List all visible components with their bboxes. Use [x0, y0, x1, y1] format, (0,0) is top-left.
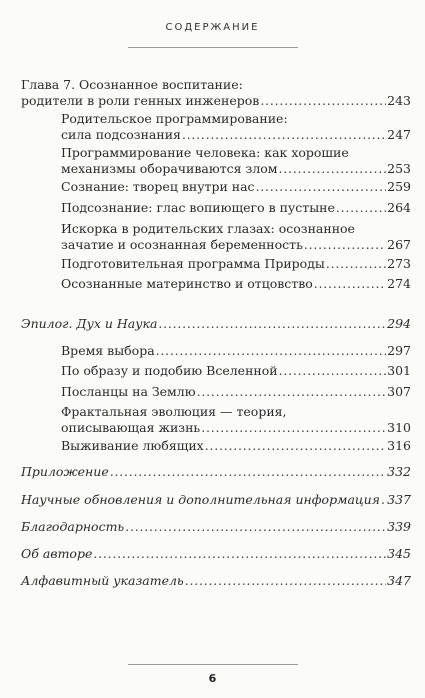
- toc-entry-title: Подготовительная программа Природы: [61, 256, 325, 271]
- toc-entry-title: Время выбора: [61, 343, 155, 358]
- toc-entry-title-line2: сила подсознания: [61, 127, 181, 142]
- dot-leader: [279, 161, 387, 177]
- dot-leader: [201, 420, 386, 436]
- toc-entry-title: Сознание: творец внутри нас: [61, 179, 255, 194]
- toc-entry-section[interactable]: [61, 145, 411, 177]
- toc-entry-science-updates[interactable]: [21, 492, 411, 508]
- dot-leader: [110, 464, 386, 480]
- toc-entry-title-line1: Программирование человека: как хорошие: [61, 145, 349, 160]
- toc-entry-about-author[interactable]: [21, 546, 411, 562]
- toc-entry-page: 301: [387, 363, 411, 378]
- toc-entry-section[interactable]: [61, 179, 411, 195]
- dot-leader: [260, 93, 386, 109]
- toc-entry-title-line1: Искорка в родительских глазах: осознанное: [61, 221, 355, 236]
- toc-entry-section[interactable]: [61, 343, 411, 359]
- toc-entry-title: Алфавитный указатель: [21, 573, 184, 588]
- toc-entry-section[interactable]: [61, 404, 411, 436]
- toc-entry-section[interactable]: [61, 256, 411, 272]
- toc-entry-page: 310: [387, 420, 411, 435]
- toc-entry-title-line1: Фрактальная эволюция — теория,: [61, 404, 287, 419]
- toc-entry-chapter-7[interactable]: [21, 77, 411, 109]
- dot-leader: [304, 237, 386, 253]
- toc-entry-title: Эпилог. Дух и Наука: [21, 316, 158, 331]
- dot-leader: [158, 316, 386, 332]
- toc-entry-page: 273: [387, 256, 411, 271]
- toc-entry-page: 339: [387, 519, 411, 534]
- dot-leader: [125, 519, 386, 535]
- dot-leader: [326, 256, 386, 272]
- toc-entry-title: Приложение: [21, 464, 109, 479]
- toc-entry-title: Об авторе: [21, 546, 93, 561]
- dot-leader: [93, 546, 386, 562]
- dot-leader: [279, 363, 387, 379]
- toc-entry-page: 274: [387, 276, 411, 291]
- toc-entry-section[interactable]: [61, 200, 411, 216]
- toc-entry-title: Благодарность: [21, 519, 125, 534]
- toc-entry-title-line1: Родительское программирование:: [61, 111, 288, 126]
- toc-entry-title-line2: механизмы оборачиваются злом: [61, 161, 278, 176]
- toc-entry-page: 316: [387, 438, 411, 453]
- dot-leader: [185, 573, 386, 589]
- toc-entry-page: 264: [387, 200, 411, 215]
- dot-leader: [314, 276, 386, 292]
- toc-entry-section[interactable]: [61, 111, 411, 143]
- toc-entry-section[interactable]: [61, 276, 411, 292]
- toc-entry-page: 253: [387, 161, 411, 176]
- toc-entry-page: 243: [387, 93, 411, 108]
- toc-entry-page: 294: [387, 316, 411, 331]
- toc-entry-index[interactable]: [21, 573, 411, 589]
- toc-entry-page: 347: [387, 573, 411, 588]
- dot-leader: [182, 127, 386, 143]
- toc-entry-acknowledgements[interactable]: [21, 519, 411, 535]
- toc-entry-section[interactable]: [61, 363, 411, 379]
- toc-entry-title-line1: Глава 7. Осознанное воспитание:: [21, 77, 243, 92]
- toc-entry-page: 345: [387, 546, 411, 561]
- running-header: СОДЕРЖАНИЕ: [165, 22, 260, 33]
- page-number: 6: [208, 672, 217, 685]
- toc-entry-section[interactable]: [61, 384, 411, 400]
- dot-leader: [197, 384, 387, 400]
- toc-entry-page: 332: [387, 464, 411, 479]
- dot-leader: [205, 438, 386, 454]
- toc-entry-title-line2: зачатие и осознанная беременность: [61, 237, 303, 252]
- dot-leader: [381, 492, 386, 508]
- toc-entry-title: Выживание любящих: [61, 438, 204, 453]
- dot-leader: [336, 200, 386, 216]
- toc-entry-section[interactable]: [61, 221, 411, 253]
- toc-entry-appendix[interactable]: [21, 464, 411, 480]
- toc-entry-page: 259: [387, 179, 411, 194]
- toc-entry-title-line2: родители в роли генных инженеров: [21, 93, 260, 108]
- toc-entry-title: По образу и подобию Вселенной: [61, 363, 278, 378]
- toc-entry-page: 297: [387, 343, 411, 358]
- toc-entry-page: 267: [387, 237, 411, 252]
- toc-entry-title: Осознанные материнство и отцовство: [61, 276, 313, 291]
- toc-entry-title: Научные обновления и дополнительная информация: [21, 492, 380, 507]
- footer-rule: [128, 664, 298, 665]
- toc-entry-title-line2: описывающая жизнь: [61, 420, 201, 435]
- toc-entry-page: 307: [387, 384, 411, 399]
- toc-entry-page: 247: [387, 127, 411, 142]
- dot-leader: [256, 179, 387, 195]
- toc-entry-epilogue[interactable]: [21, 316, 411, 332]
- dot-leader: [156, 343, 386, 359]
- toc-entry-section[interactable]: [61, 438, 411, 454]
- toc-entry-title: Подсознание: глас вопиющего в пустыне: [61, 200, 335, 215]
- toc-entry-page: 337: [387, 492, 411, 507]
- toc-entry-title: Посланцы на Землю: [61, 384, 196, 399]
